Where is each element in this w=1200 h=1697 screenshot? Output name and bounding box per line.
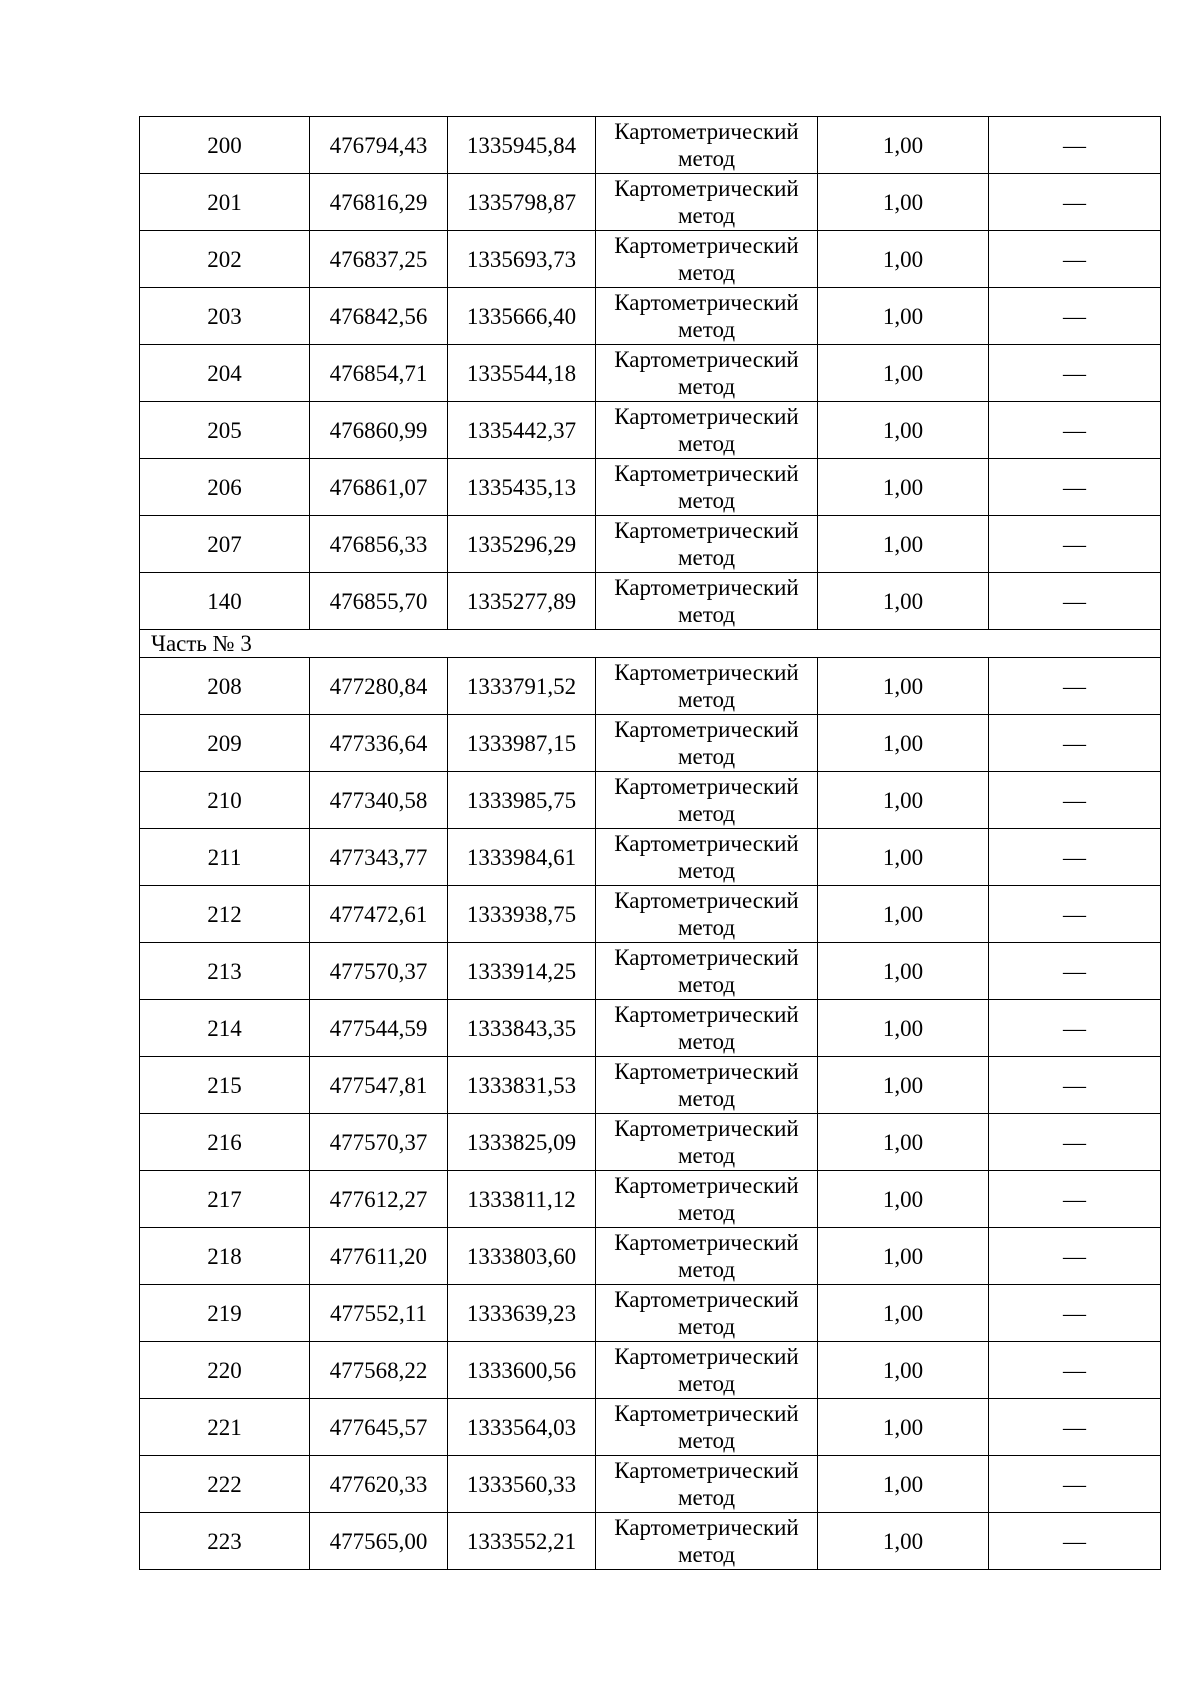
method-line-2: метод xyxy=(677,374,736,399)
description-cell: — xyxy=(989,1228,1161,1285)
y-coordinate-cell: 1335277,89 xyxy=(448,573,596,630)
description-cell: — xyxy=(989,117,1161,174)
point-number-cell: 206 xyxy=(140,459,310,516)
method-line-1: Картометрический xyxy=(614,404,799,429)
y-coordinate-cell: 1333914,25 xyxy=(448,943,596,1000)
method-line-2: метод xyxy=(677,915,736,940)
description-cell: — xyxy=(989,231,1161,288)
y-coordinate-cell: 1335666,40 xyxy=(448,288,596,345)
point-number-cell: 140 xyxy=(140,573,310,630)
point-number-cell: 212 xyxy=(140,886,310,943)
table-row xyxy=(140,1456,1161,1513)
x-coordinate-cell: 476855,70 xyxy=(310,573,448,630)
method-cell xyxy=(596,288,818,345)
method-line-2: метод xyxy=(677,1371,736,1396)
x-coordinate-cell: 477280,84 xyxy=(310,658,448,715)
y-coordinate-cell: 1335442,37 xyxy=(448,402,596,459)
method-line-2: метод xyxy=(677,602,736,627)
table-row xyxy=(140,1399,1161,1456)
description-cell: — xyxy=(989,1285,1161,1342)
table-row xyxy=(140,573,1161,630)
method-line-2: метод xyxy=(677,687,736,712)
table-row xyxy=(140,402,1161,459)
coordinates-table xyxy=(139,116,1161,1570)
method-line-1: Картометрический xyxy=(614,1458,799,1483)
table-row xyxy=(140,459,1161,516)
table-row xyxy=(140,1342,1161,1399)
method-cell xyxy=(596,1513,818,1570)
method-line-2: метод xyxy=(677,317,736,342)
y-coordinate-cell: 1335296,29 xyxy=(448,516,596,573)
method-line-1: Картометрический xyxy=(614,660,799,685)
method-line-1: Картометрический xyxy=(614,233,799,258)
table-row xyxy=(140,1285,1161,1342)
x-coordinate-cell: 476842,56 xyxy=(310,288,448,345)
table-row xyxy=(140,288,1161,345)
description-cell: — xyxy=(989,658,1161,715)
y-coordinate-cell: 1333564,03 xyxy=(448,1399,596,1456)
method-line-1: Картометрический xyxy=(614,575,799,600)
description-cell: — xyxy=(989,1342,1161,1399)
method-line-1: Картометрический xyxy=(614,290,799,315)
method-line-1: Картометрический xyxy=(614,1002,799,1027)
accuracy-cell: 1,00 xyxy=(818,573,989,630)
y-coordinate-cell: 1335544,18 xyxy=(448,345,596,402)
accuracy-cell: 1,00 xyxy=(818,1114,989,1171)
point-number-cell: 220 xyxy=(140,1342,310,1399)
x-coordinate-cell: 476861,07 xyxy=(310,459,448,516)
point-number-cell: 216 xyxy=(140,1114,310,1171)
point-number-cell: 211 xyxy=(140,829,310,886)
method-line-2: метод xyxy=(677,1200,736,1225)
table-row xyxy=(140,174,1161,231)
accuracy-cell: 1,00 xyxy=(818,1399,989,1456)
description-cell: — xyxy=(989,1456,1161,1513)
accuracy-cell: 1,00 xyxy=(818,1057,989,1114)
table-row xyxy=(140,658,1161,715)
method-line-2: метод xyxy=(677,801,736,826)
y-coordinate-cell: 1333791,52 xyxy=(448,658,596,715)
y-coordinate-cell: 1333843,35 xyxy=(448,1000,596,1057)
description-cell: — xyxy=(989,1399,1161,1456)
point-number-cell: 207 xyxy=(140,516,310,573)
method-line-2: метод xyxy=(677,1485,736,1510)
x-coordinate-cell: 477340,58 xyxy=(310,772,448,829)
point-number-cell: 214 xyxy=(140,1000,310,1057)
table-row xyxy=(140,345,1161,402)
x-coordinate-cell: 477645,57 xyxy=(310,1399,448,1456)
y-coordinate-cell: 1333938,75 xyxy=(448,886,596,943)
method-line-2: метод xyxy=(677,1428,736,1453)
method-line-1: Картометрический xyxy=(614,1344,799,1369)
accuracy-cell: 1,00 xyxy=(818,516,989,573)
x-coordinate-cell: 477343,77 xyxy=(310,829,448,886)
x-coordinate-cell: 476856,33 xyxy=(310,516,448,573)
table-row xyxy=(140,829,1161,886)
accuracy-cell: 1,00 xyxy=(818,1513,989,1570)
description-cell: — xyxy=(989,345,1161,402)
point-number-cell: 218 xyxy=(140,1228,310,1285)
description-cell: — xyxy=(989,1114,1161,1171)
table-row xyxy=(140,231,1161,288)
method-cell xyxy=(596,1456,818,1513)
point-number-cell: 210 xyxy=(140,772,310,829)
method-line-2: метод xyxy=(677,488,736,513)
table-row xyxy=(140,1114,1161,1171)
method-line-1: Картометрический xyxy=(614,1230,799,1255)
point-number-cell: 222 xyxy=(140,1456,310,1513)
method-cell xyxy=(596,459,818,516)
accuracy-cell: 1,00 xyxy=(818,886,989,943)
point-number-cell: 204 xyxy=(140,345,310,402)
description-cell: — xyxy=(989,886,1161,943)
x-coordinate-cell: 477565,00 xyxy=(310,1513,448,1570)
method-line-2: метод xyxy=(677,1314,736,1339)
method-line-1: Картометрический xyxy=(614,461,799,486)
point-number-cell: 201 xyxy=(140,174,310,231)
method-line-1: Картометрический xyxy=(614,1059,799,1084)
table-row xyxy=(140,1057,1161,1114)
method-line-2: метод xyxy=(677,431,736,456)
y-coordinate-cell: 1333811,12 xyxy=(448,1171,596,1228)
method-line-1: Картометрический xyxy=(614,1173,799,1198)
method-cell xyxy=(596,1285,818,1342)
accuracy-cell: 1,00 xyxy=(818,829,989,886)
method-cell xyxy=(596,1171,818,1228)
method-line-2: метод xyxy=(677,1542,736,1567)
method-cell xyxy=(596,1000,818,1057)
method-cell xyxy=(596,402,818,459)
x-coordinate-cell: 477552,11 xyxy=(310,1285,448,1342)
table-row xyxy=(140,117,1161,174)
method-cell xyxy=(596,516,818,573)
table-row xyxy=(140,1000,1161,1057)
accuracy-cell: 1,00 xyxy=(818,174,989,231)
method-line-1: Картометрический xyxy=(614,1515,799,1540)
method-line-2: метод xyxy=(677,260,736,285)
point-number-cell: 223 xyxy=(140,1513,310,1570)
accuracy-cell: 1,00 xyxy=(818,288,989,345)
x-coordinate-cell: 477544,59 xyxy=(310,1000,448,1057)
y-coordinate-cell: 1333639,23 xyxy=(448,1285,596,1342)
description-cell: — xyxy=(989,1000,1161,1057)
table-row xyxy=(140,943,1161,1000)
description-cell: — xyxy=(989,715,1161,772)
description-cell: — xyxy=(989,288,1161,345)
description-cell: — xyxy=(989,516,1161,573)
point-number-cell: 219 xyxy=(140,1285,310,1342)
y-coordinate-cell: 1333985,75 xyxy=(448,772,596,829)
method-cell xyxy=(596,658,818,715)
point-number-cell: 208 xyxy=(140,658,310,715)
method-line-1: Картометрический xyxy=(614,1401,799,1426)
method-line-1: Картометрический xyxy=(614,1287,799,1312)
method-line-1: Картометрический xyxy=(614,717,799,742)
description-cell: — xyxy=(989,772,1161,829)
method-cell xyxy=(596,1114,818,1171)
point-number-cell: 221 xyxy=(140,1399,310,1456)
x-coordinate-cell: 477620,33 xyxy=(310,1456,448,1513)
method-line-1: Картометрический xyxy=(614,176,799,201)
table-row xyxy=(140,772,1161,829)
method-line-1: Картометрический xyxy=(614,1116,799,1141)
accuracy-cell: 1,00 xyxy=(818,1228,989,1285)
x-coordinate-cell: 477336,64 xyxy=(310,715,448,772)
method-line-2: метод xyxy=(677,1029,736,1054)
method-line-2: метод xyxy=(677,972,736,997)
x-coordinate-cell: 477568,22 xyxy=(310,1342,448,1399)
accuracy-cell: 1,00 xyxy=(818,402,989,459)
x-coordinate-cell: 476816,29 xyxy=(310,174,448,231)
method-cell xyxy=(596,573,818,630)
x-coordinate-cell: 476794,43 xyxy=(310,117,448,174)
accuracy-cell: 1,00 xyxy=(818,459,989,516)
point-number-cell: 217 xyxy=(140,1171,310,1228)
y-coordinate-cell: 1333984,61 xyxy=(448,829,596,886)
point-number-cell: 215 xyxy=(140,1057,310,1114)
description-cell: — xyxy=(989,1057,1161,1114)
method-line-2: метод xyxy=(677,1257,736,1282)
method-cell xyxy=(596,715,818,772)
description-cell: — xyxy=(989,943,1161,1000)
method-line-2: метод xyxy=(677,744,736,769)
table-row xyxy=(140,1228,1161,1285)
x-coordinate-cell: 476837,25 xyxy=(310,231,448,288)
description-cell: — xyxy=(989,459,1161,516)
method-line-1: Картометрический xyxy=(614,518,799,543)
x-coordinate-cell: 476854,71 xyxy=(310,345,448,402)
x-coordinate-cell: 477570,37 xyxy=(310,943,448,1000)
point-number-cell: 200 xyxy=(140,117,310,174)
y-coordinate-cell: 1335435,13 xyxy=(448,459,596,516)
accuracy-cell: 1,00 xyxy=(818,231,989,288)
method-cell xyxy=(596,1399,818,1456)
method-line-2: метод xyxy=(677,203,736,228)
accuracy-cell: 1,00 xyxy=(818,1342,989,1399)
description-cell: — xyxy=(989,174,1161,231)
point-number-cell: 203 xyxy=(140,288,310,345)
y-coordinate-cell: 1333552,21 xyxy=(448,1513,596,1570)
method-cell xyxy=(596,117,818,174)
method-cell xyxy=(596,886,818,943)
accuracy-cell: 1,00 xyxy=(818,1456,989,1513)
y-coordinate-cell: 1335693,73 xyxy=(448,231,596,288)
method-cell xyxy=(596,1057,818,1114)
accuracy-cell: 1,00 xyxy=(818,943,989,1000)
accuracy-cell: 1,00 xyxy=(818,772,989,829)
method-line-2: метод xyxy=(677,1143,736,1168)
table-row xyxy=(140,886,1161,943)
x-coordinate-cell: 476860,99 xyxy=(310,402,448,459)
y-coordinate-cell: 1333560,33 xyxy=(448,1456,596,1513)
method-line-1: Картометрический xyxy=(614,347,799,372)
table-row xyxy=(140,1171,1161,1228)
method-cell xyxy=(596,1228,818,1285)
section-header-row xyxy=(140,630,1161,658)
method-line-2: метод xyxy=(677,1086,736,1111)
x-coordinate-cell: 477547,81 xyxy=(310,1057,448,1114)
y-coordinate-cell: 1335798,87 xyxy=(448,174,596,231)
x-coordinate-cell: 477570,37 xyxy=(310,1114,448,1171)
description-cell: — xyxy=(989,573,1161,630)
description-cell: — xyxy=(989,402,1161,459)
accuracy-cell: 1,00 xyxy=(818,1285,989,1342)
table-row xyxy=(140,516,1161,573)
x-coordinate-cell: 477612,27 xyxy=(310,1171,448,1228)
method-cell xyxy=(596,829,818,886)
x-coordinate-cell: 477611,20 xyxy=(310,1228,448,1285)
description-cell: — xyxy=(989,1171,1161,1228)
method-line-1: Картометрический xyxy=(614,831,799,856)
table-row xyxy=(140,1513,1161,1570)
method-line-1: Картометрический xyxy=(614,888,799,913)
method-line-2: метод xyxy=(677,545,736,570)
point-number-cell: 213 xyxy=(140,943,310,1000)
x-coordinate-cell: 477472,61 xyxy=(310,886,448,943)
description-cell: — xyxy=(989,1513,1161,1570)
method-cell xyxy=(596,174,818,231)
method-cell xyxy=(596,345,818,402)
method-line-2: метод xyxy=(677,858,736,883)
method-line-1: Картометрический xyxy=(614,774,799,799)
method-cell xyxy=(596,943,818,1000)
accuracy-cell: 1,00 xyxy=(818,1171,989,1228)
method-cell xyxy=(596,772,818,829)
method-cell xyxy=(596,231,818,288)
y-coordinate-cell: 1333600,56 xyxy=(448,1342,596,1399)
accuracy-cell: 1,00 xyxy=(818,658,989,715)
point-number-cell: 205 xyxy=(140,402,310,459)
method-line-1: Картометрический xyxy=(614,945,799,970)
description-cell: — xyxy=(989,829,1161,886)
y-coordinate-cell: 1333987,15 xyxy=(448,715,596,772)
accuracy-cell: 1,00 xyxy=(818,345,989,402)
point-number-cell: 202 xyxy=(140,231,310,288)
method-cell xyxy=(596,1342,818,1399)
y-coordinate-cell: 1335945,84 xyxy=(448,117,596,174)
table-row xyxy=(140,715,1161,772)
document-page xyxy=(139,116,1160,1570)
point-number-cell: 209 xyxy=(140,715,310,772)
accuracy-cell: 1,00 xyxy=(818,715,989,772)
method-line-1: Картометрический xyxy=(614,119,799,144)
accuracy-cell: 1,00 xyxy=(818,117,989,174)
coordinates-table-body xyxy=(140,117,1161,1570)
method-line-2: метод xyxy=(677,146,736,171)
y-coordinate-cell: 1333825,09 xyxy=(448,1114,596,1171)
y-coordinate-cell: 1333831,53 xyxy=(448,1057,596,1114)
accuracy-cell: 1,00 xyxy=(818,1000,989,1057)
y-coordinate-cell: 1333803,60 xyxy=(448,1228,596,1285)
section-label: Часть № 3 xyxy=(140,630,1161,658)
